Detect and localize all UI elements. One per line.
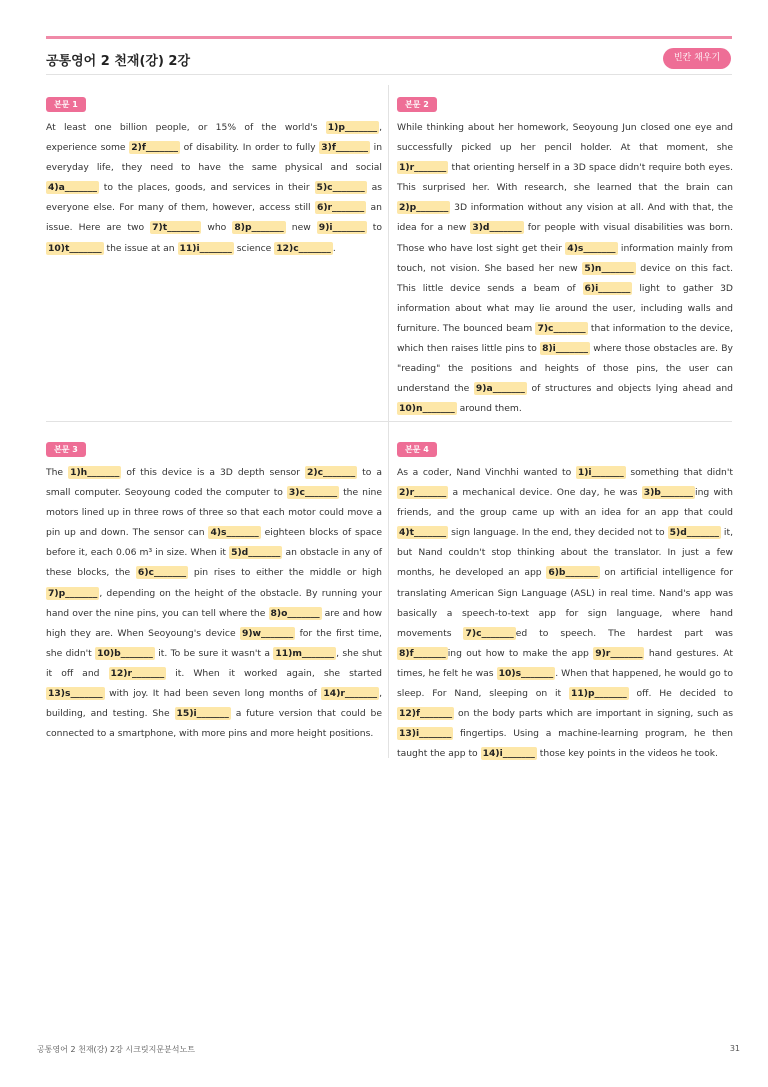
passage-text: fingertips. Using a machine-learning program, he then taught the app to: [397, 728, 733, 760]
blank-field[interactable]: 7)p_______: [48, 587, 98, 599]
blank-field[interactable]: 9)r_______: [595, 647, 643, 659]
blank-field[interactable]: 7)c_______: [537, 322, 586, 334]
passage-tag: 본문 4: [397, 442, 437, 457]
blank-field[interactable]: 4)a_______: [48, 182, 97, 194]
passage-text: on the body parts which are important in signing, such as: [454, 708, 733, 720]
passage-text: in everyday life, they need to have the same physical and social: [46, 142, 383, 174]
blank-field[interactable]: 8)o_______: [270, 607, 320, 619]
passage-text: , she shut it off and: [46, 647, 382, 679]
passage-body: [46, 118, 382, 259]
blank-field[interactable]: 8)f_______: [399, 647, 446, 659]
passage-text: , building, and testing. She: [46, 688, 382, 720]
passage-text: that orienting herself in a 3D space didn't require both eyes. This surprised her. With research, she learned that the brain can: [397, 162, 733, 194]
blank-field[interactable]: 10)t_______: [48, 242, 102, 254]
passage-text: to the places, goods, and services in their: [98, 182, 315, 194]
passage-text: are and how high they are. When Seoyoung's device: [46, 607, 382, 639]
blank-field[interactable]: 11)m_______: [275, 647, 335, 659]
page-number: 31: [729, 1044, 740, 1053]
blank-field[interactable]: 7)t_______: [152, 222, 200, 234]
passage-text: of structures and objects lying ahead and: [526, 383, 733, 395]
blank-field[interactable]: 11)i_______: [179, 242, 232, 254]
blank-field[interactable]: 11)p_______: [570, 688, 627, 700]
passage-text: science: [233, 242, 275, 254]
passage-text: information mainly from touch, not vision. She based her new: [397, 242, 733, 274]
blank-field[interactable]: 3)f_______: [321, 142, 368, 154]
blank-field[interactable]: 4)t_______: [399, 527, 447, 539]
passage-body: [397, 118, 733, 419]
passage-text: to a small computer. Seoyoung coded the computer to: [46, 467, 382, 499]
passage-text: light to gather 3D information about what may lie around the user, including walls and furniture. The bounced beam: [397, 282, 733, 334]
passage-tag: 본문 1: [46, 97, 86, 112]
passage-text: as everyone else. For many of them, however, access still: [46, 182, 382, 214]
blank-field[interactable]: 1)i_______: [577, 467, 624, 478]
footer-text: 공통영어 2 천재(강) 2강 시크릿지문분석노트: [37, 1045, 195, 1054]
blank-field[interactable]: 14)r_______: [323, 688, 378, 700]
passage-text: where those obstacles are. By "reading" the positions and heights of those pins, the user can understand the: [397, 343, 733, 395]
blank-field[interactable]: 2)f_______: [131, 142, 178, 154]
passage-text: the issue at an: [103, 242, 178, 254]
passage-text: who: [201, 222, 233, 234]
passage-text: on artificial intelligence for translating American Sign Language (ASL) in real time. Nand's app was basically a speech-to-text app for sign language, where hand movements: [397, 567, 733, 639]
blank-field[interactable]: 5)n_______: [584, 262, 634, 274]
blank-field[interactable]: 4)s_______: [210, 527, 259, 539]
passage-text: . When that happened, he would go to sleep. For Nand, sleeping on it: [397, 667, 733, 700]
passage-text: While thinking about her homework, Seoyoung Jun closed one eye and successfully picked up her pencil holder. At that moment, she: [397, 122, 733, 154]
passage-text: 3D information without any vision at all. And with that, the idea for a new: [397, 202, 733, 234]
blank-field[interactable]: 1)p_______: [327, 122, 378, 133]
passage-text: , depending on the height of the obstacle. By running your hand over the nine pins, you can tell where the: [46, 587, 382, 619]
passage-text: off. He decided to: [628, 688, 734, 700]
passage-text: to: [366, 222, 382, 234]
passage-text: hand gestures. At times, he felt he was: [397, 647, 733, 679]
passage-text: a mechanical device. One day, he was: [448, 487, 642, 499]
passage-text: .: [332, 242, 336, 254]
blank-field[interactable]: 7)c_______: [465, 627, 514, 639]
middle-divider: [46, 421, 732, 422]
blank-field[interactable]: 12)f_______: [399, 708, 453, 720]
passage-text: it. When it worked again, she started: [166, 667, 382, 679]
blank-field[interactable]: 10)s_______: [498, 667, 554, 679]
passage-3: [46, 437, 382, 744]
passage-text: ed to speech. The hardest part was: [515, 627, 733, 639]
passage-tag: 본문 3: [46, 442, 86, 457]
header-divider: [46, 74, 732, 75]
passage-text: sign language. In the end, they decided not to: [448, 527, 668, 539]
blank-field[interactable]: 2)p_______: [399, 202, 449, 214]
passage-tag: 본문 2: [397, 97, 437, 112]
fill-in-blank-badge: 빈칸 채우기: [663, 48, 731, 69]
passage-text: for the first time, she didn't: [46, 627, 382, 659]
blank-field[interactable]: 9)i_______: [318, 222, 365, 234]
passage-text: it. To be sure it wasn't a: [154, 647, 274, 659]
blank-field[interactable]: 6)i_______: [584, 282, 631, 294]
passage-text: of this device is a 3D depth sensor: [121, 467, 305, 478]
passage-text: As a coder, Nand Vinchhi wanted to: [397, 467, 576, 478]
passage-4: [397, 437, 733, 764]
passage-text: the nine motors lined up in three rows of three so that each motor could move a pin up and down. The sensor can: [46, 487, 382, 539]
passage-text: ing with friends, and the group came up with an idea for an app that could: [397, 487, 733, 519]
passage-text: something that didn't: [625, 467, 733, 478]
blank-field[interactable]: 8)p_______: [234, 222, 284, 234]
passage-text: for people with visual disabilities was born. Those who have lost sight get their: [397, 222, 733, 254]
blank-field[interactable]: 6)r_______: [316, 202, 365, 214]
passage-1: [46, 92, 382, 259]
passage-text: with joy. It had been seven long months of: [104, 688, 322, 700]
passage-text: ing out how to make the app: [447, 647, 594, 659]
blank-field[interactable]: 5)d_______: [669, 527, 719, 539]
blank-field[interactable]: 9)a_______: [475, 383, 525, 395]
blank-field[interactable]: 15)i_______: [176, 708, 229, 720]
passage-text: eighteen blocks of space before it, each 0.06 m³ in size. When it: [46, 527, 382, 559]
passage-text: an issue. Here are two: [46, 202, 382, 234]
passage-text: a future version that could be connected to a smartphone, with more pins and more height positions.: [46, 708, 382, 740]
passage-body: [397, 463, 733, 764]
passage-text: an obstacle in any of these blocks, the: [46, 547, 383, 579]
blank-field[interactable]: 9)w_______: [241, 627, 294, 639]
passage-text: those key points in the videos he took.: [536, 748, 718, 760]
blank-field[interactable]: 3)d_______: [472, 222, 522, 234]
passage-text: of disability. In order to fully: [180, 142, 320, 154]
blank-field[interactable]: 12)r_______: [110, 667, 165, 679]
passage-text: At least one billion people, or 15% of the world's: [46, 122, 326, 133]
passage-text: device on this fact. This little device sends a beam of: [397, 262, 733, 294]
blank-field[interactable]: 14)i_______: [482, 748, 535, 760]
passage-text: The: [46, 467, 69, 478]
passage-text: pin rises to either the middle or high: [188, 567, 382, 579]
blank-field[interactable]: 5)c_______: [316, 182, 365, 194]
blank-field[interactable]: 2)r_______: [399, 487, 447, 499]
blank-field[interactable]: 10)b_______: [97, 647, 153, 659]
blank-field[interactable]: 8)i_______: [542, 343, 588, 355]
blank-field[interactable]: 3)b_______: [643, 487, 694, 499]
blank-field[interactable]: 13)i_______: [399, 728, 452, 740]
blank-field[interactable]: 4)s_______: [567, 242, 616, 254]
blank-field[interactable]: 2)c_______: [306, 467, 356, 478]
passage-text: new: [285, 222, 317, 234]
page-title: 공통영어 2 천재(강) 2강: [46, 54, 191, 69]
blank-field[interactable]: 1)h_______: [70, 467, 120, 478]
blank-field[interactable]: 13)s_______: [48, 688, 103, 700]
blank-field[interactable]: 3)c_______: [288, 487, 338, 499]
blank-field[interactable]: 12)c_______: [276, 242, 331, 254]
passage-2: [397, 92, 733, 419]
passage-text: it, but Nand couldn't stop thinking about the translator. In just a few months, he developed an app: [397, 527, 734, 579]
top-accent-line: [46, 36, 732, 39]
blank-field[interactable]: 6)b_______: [548, 567, 598, 579]
passage-text: , experience some: [46, 122, 382, 154]
blank-field[interactable]: 5)d_______: [231, 547, 281, 559]
passage-text: that information to the device, which then raises little pins to: [397, 322, 734, 355]
passage-body: [46, 463, 382, 744]
blank-field[interactable]: 1)r_______: [399, 162, 447, 174]
passage-text: around them.: [456, 403, 522, 415]
column-divider: [388, 85, 389, 758]
blank-field[interactable]: 10)n_______: [399, 403, 455, 415]
blank-field[interactable]: 6)c_______: [137, 567, 187, 579]
